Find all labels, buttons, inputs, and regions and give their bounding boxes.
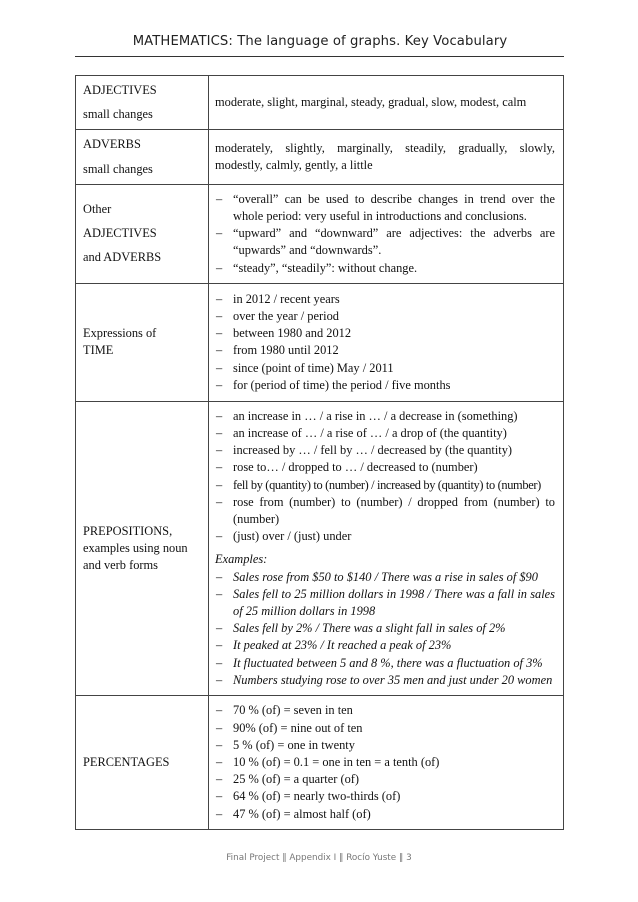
list-item: – Sales fell to 25 million dollars in 1998 / There was a fall in sales of 25 million dollars in 1998 <box>215 586 555 620</box>
list-item: – an increase of … / a rise of … / a drop of (the quantity) <box>215 425 555 442</box>
dash-list <box>215 702 555 822</box>
list-item: – from 1980 until 2012 <box>215 342 555 359</box>
row-content <box>209 184 564 283</box>
row-label <box>76 401 209 695</box>
table-row-percentages <box>76 696 564 830</box>
list-item: – 90% (of) = nine out of ten <box>215 720 555 737</box>
row-content <box>209 401 564 695</box>
label-line: Expressions of <box>83 326 157 341</box>
row-label <box>76 184 209 283</box>
label-line: TIME <box>83 343 114 358</box>
list-item: – rose to… / dropped to … / decreased to (number) <box>215 459 555 476</box>
label-line: PERCENTAGES <box>83 754 170 769</box>
row-content <box>209 696 564 830</box>
row-label <box>76 283 209 401</box>
list-item: – increased by … / fell by … / decreased by (the quantity) <box>215 442 555 459</box>
label-line: ADVERBS <box>83 137 141 152</box>
list-item: – fell by (quantity) to (number) / increased by (quantity) to (number) <box>215 477 555 494</box>
label-line: small changes <box>83 161 153 176</box>
list-item: – (just) over / (just) under <box>215 528 555 545</box>
page-header-title: MATHEMATICS: The language of graphs. Key Vocabulary <box>132 34 508 49</box>
dash-list <box>215 408 555 546</box>
table-row-adjectives <box>76 76 564 130</box>
row-content <box>209 76 564 130</box>
row-content <box>209 130 564 184</box>
examples-heading: Examples: <box>215 552 268 567</box>
list-item: – Numbers studying rose to over 35 men and just under 20 women <box>215 672 555 689</box>
list-item: – 70 % (of) = seven in ten <box>215 702 555 719</box>
list-item: – 5 % (of) = one in twenty <box>215 737 555 754</box>
list-item: – Sales fell by 2% / There was a slight fall in sales of 2% <box>215 620 555 637</box>
list-item: – It peaked at 23% / It reached a peak of 23% <box>215 637 555 654</box>
list-item: – 47 % (of) = almost half (of) <box>215 806 555 823</box>
list-item: – in 2012 / recent years <box>215 291 555 308</box>
row-label <box>76 76 209 130</box>
page-footer: Final Project ‖ Appendix I ‖ Rocío Yuste ‖ 3 <box>226 853 412 863</box>
label-line: ADJECTIVES <box>83 83 157 97</box>
row-label <box>76 130 209 184</box>
label-line: small changes <box>83 107 153 122</box>
list-item: – rose from (number) to (number) / dropped from (number) to (number) <box>215 494 555 528</box>
vocabulary-table <box>75 75 564 830</box>
list-item: – Sales rose from $50 to $140 / There was a rise in sales of $90 <box>215 569 555 586</box>
adverbs-text: moderately, slightly, marginally, steadily, gradually, slowly, modestly, calmly, gently, a little <box>215 140 555 173</box>
label-line: and ADVERBS <box>83 250 162 265</box>
label-line: and verb forms <box>83 558 159 573</box>
list-item: – since (point of time) May / 2011 <box>215 360 555 377</box>
list-item: – over the year / period <box>215 308 555 325</box>
list-item: – “overall” can be used to describe changes in trend over the whole period: very useful in introductions and conclusions. <box>215 191 555 225</box>
table-row-adverbs <box>76 130 564 184</box>
label-line: ADJECTIVES <box>83 226 157 241</box>
dash-list <box>215 191 555 277</box>
label-line: examples using noun <box>83 540 188 555</box>
label-line: PREPOSITIONS, <box>83 523 173 538</box>
row-label <box>76 696 209 830</box>
list-item: – “steady”, “steadily”: without change. <box>215 260 555 277</box>
adjectives-text: moderate, slight, marginal, steady, gradual, slow, modest, calm <box>215 95 527 110</box>
header-divider <box>75 56 564 57</box>
list-item: – between 1980 and 2012 <box>215 325 555 342</box>
list-item: – It fluctuated between 5 and 8 %, there was a fluctuation of 3% <box>215 655 555 672</box>
table-row-prepositions <box>76 401 564 695</box>
examples-list <box>215 569 555 689</box>
table-row-time <box>76 283 564 401</box>
list-item: – 64 % (of) = nearly two-thirds (of) <box>215 788 555 805</box>
label-line: Other <box>83 202 112 217</box>
list-item: – an increase in … / a rise in … / a decrease in (something) <box>215 408 555 425</box>
list-item: – 10 % (of) = 0.1 = one in ten = a tenth (of) <box>215 754 555 771</box>
dash-list <box>215 291 555 394</box>
list-item: – for (period of time) the period / five months <box>215 377 555 394</box>
table-row-other-adjectives-adverbs <box>76 184 564 283</box>
list-item: – 25 % (of) = a quarter (of) <box>215 771 555 788</box>
list-item: – “upward” and “downward” are adjectives: the adverbs are “upwards” and “downwards”. <box>215 225 555 259</box>
row-content <box>209 283 564 401</box>
